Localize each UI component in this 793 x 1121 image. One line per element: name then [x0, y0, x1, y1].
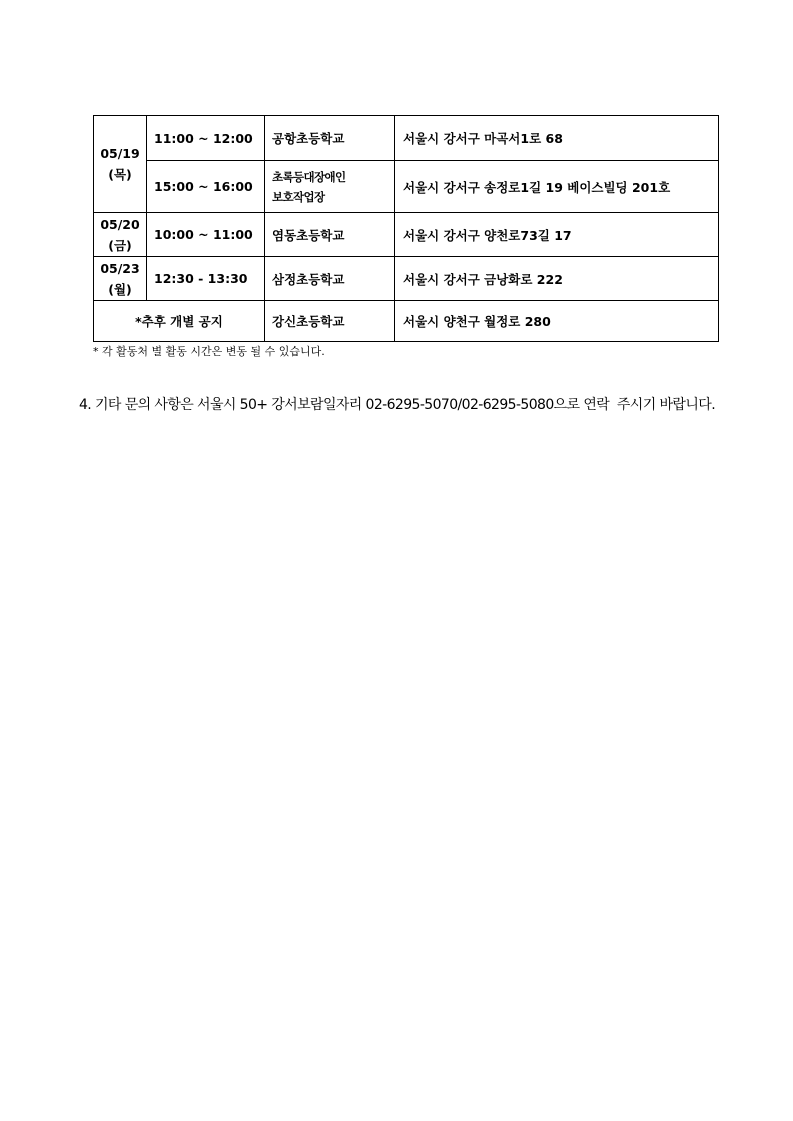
- time-cell: 11:00 ~ 12:00: [147, 116, 265, 161]
- notice-cell: *추후 개별 공지: [94, 301, 265, 342]
- address-cell: 서울시 강서구 양천로73길 17: [395, 213, 719, 257]
- date-text: 05/23: [100, 260, 140, 276]
- place-cell: 공항초등학교: [265, 116, 395, 161]
- day-text: (목): [108, 167, 132, 182]
- address-cell: 서울시 강서구 송정로1길 19 베이스빌딩 201호: [395, 161, 719, 213]
- table-row: [94, 257, 719, 301]
- date-text: 05/20: [100, 216, 140, 232]
- date-cell: [94, 213, 147, 257]
- contact-paragraph: 4. 기타 문의 사항은 서울시 50+ 강서보람일자리 02-6295-5070/02-6295-5080으로 연락 주시기 바랍니다.: [79, 397, 716, 413]
- place-cell: 삼정초등학교: [265, 257, 395, 301]
- address-cell: 서울시 양천구 월정로 280: [395, 301, 719, 342]
- table-row: [94, 116, 719, 161]
- day-text: (월): [108, 281, 132, 297]
- place-cell: 강신초등학교: [265, 301, 395, 342]
- footnote: * 각 활동처 별 활동 시간은 변동 될 수 있습니다.: [93, 345, 325, 358]
- day-text: (금): [108, 237, 132, 253]
- schedule-table: [93, 115, 719, 342]
- date-cell: [94, 257, 147, 301]
- table-row: [94, 301, 719, 342]
- address-cell: 서울시 강서구 금낭화로 222: [395, 257, 719, 301]
- place-line: 보호작업장: [272, 189, 325, 204]
- time-cell: 10:00 ~ 11:00: [147, 213, 265, 257]
- table-row: [94, 213, 719, 257]
- date-cell: [94, 116, 147, 213]
- place-cell: 염동초등학교: [265, 213, 395, 257]
- address-cell: 서울시 강서구 마곡서1로 68: [395, 116, 719, 161]
- place-line: 초록등대장애인: [272, 169, 346, 184]
- place-cell: [265, 161, 395, 213]
- time-cell: 12:30 - 13:30: [147, 257, 265, 301]
- time-cell: 15:00 ~ 16:00: [147, 161, 265, 213]
- date-text: 05/19: [100, 146, 140, 161]
- table-row: [94, 161, 719, 213]
